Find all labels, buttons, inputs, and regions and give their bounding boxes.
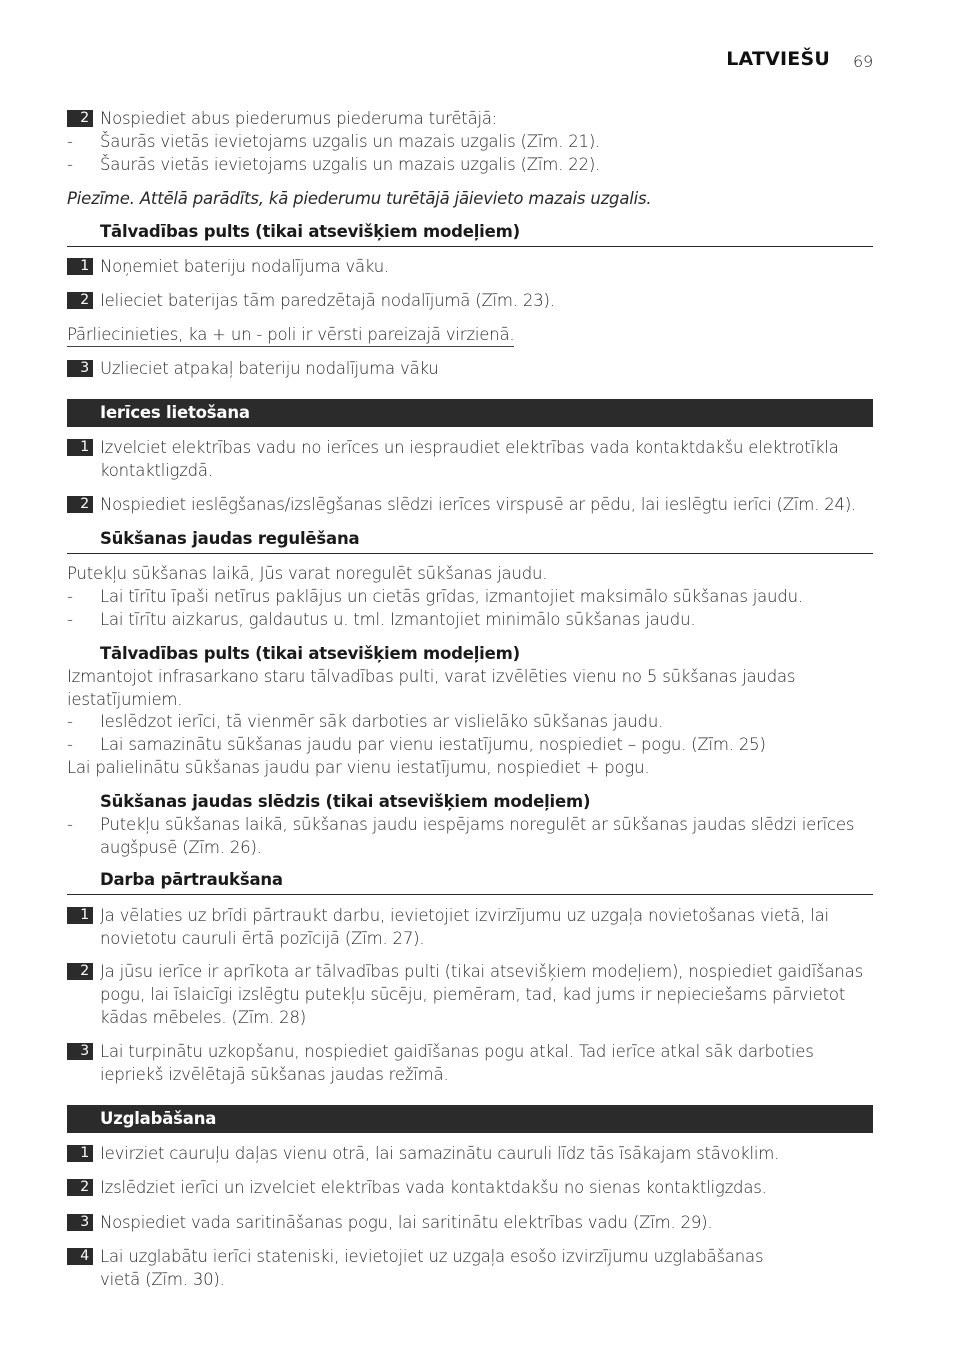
step-3 xyxy=(67,1211,873,1234)
step-text: Ja jūsu ierīce ir aprīkota ar tālvadības pulti (tikai atsevišķiem modeļiem), nospiediet gaidīšanas xyxy=(100,962,863,981)
step-number: 1 xyxy=(67,907,93,924)
page-language-header: LATVIEŠU xyxy=(726,48,830,70)
heading-text: Sūkšanas jaudas regulēšana xyxy=(100,529,360,548)
step-number: 4 xyxy=(67,1248,93,1265)
step-text: kādas mēbeles. (Zīm. 28) xyxy=(100,1008,306,1027)
step-text: kontaktligzdā. xyxy=(100,461,213,480)
step-text: Ielieciet baterijas tām paredzētajā nodalījumā (Zīm. 23). xyxy=(100,291,555,310)
list-item xyxy=(67,130,873,153)
step-text: iepriekš izvēlētajā sūkšanas jaudas režīmā. xyxy=(100,1065,449,1084)
page-number: 69 xyxy=(853,52,873,71)
step-number: 2 xyxy=(67,1179,93,1196)
heading-text: Tālvadības pults (tikai atsevišķiem modeļiem) xyxy=(100,222,520,241)
dash-bullet: - xyxy=(67,132,73,151)
list-item-text: augšpusē (Zīm. 26). xyxy=(100,838,262,857)
list-item xyxy=(67,585,873,608)
section-bar-storage xyxy=(67,1105,873,1133)
step-number: 2 xyxy=(67,963,93,980)
intro-text: Putekļu sūkšanas laikā, Jūs varat noregulēt sūkšanas jaudu. xyxy=(67,564,548,583)
heading-text: Uzglabāšana xyxy=(100,1109,217,1128)
list-item-text: Lai samazinātu sūkšanas jaudu par vienu iestatījumu, nospiediet – pogu. (Zīm. 25) xyxy=(100,735,766,754)
step-2 xyxy=(67,960,873,1029)
step-text: Izslēdziet ierīci un izvelciet elektrības vada kontaktdakšu no sienas kontaktligzdas. xyxy=(100,1178,767,1197)
step-1 xyxy=(67,904,873,950)
step-number: 3 xyxy=(67,1043,93,1060)
step-number: 1 xyxy=(67,439,93,456)
step-number: 1 xyxy=(67,258,93,275)
step-text: vietā (Zīm. 30). xyxy=(100,1270,225,1289)
step-text: Uzlieciet atpakaļ bateriju nodalījuma vāku xyxy=(100,359,439,378)
section-heading-suction xyxy=(67,525,873,554)
step-text: Noņemiet bateriju nodalījuma vāku. xyxy=(100,257,390,276)
list-item xyxy=(67,733,873,756)
step-number: 2 xyxy=(67,292,93,309)
polarity-check-text xyxy=(67,323,873,346)
dash-bullet: - xyxy=(67,735,73,754)
subheading-remote: Tālvadības pults (tikai atsevišķiem modeļiem) xyxy=(100,644,520,663)
section-heading-remote xyxy=(67,218,873,247)
step-1 xyxy=(67,255,873,278)
dash-bullet: - xyxy=(67,587,73,606)
check-text: Pārliecinieties, ka + un - poli ir vērsti pareizajā virzienā. xyxy=(67,325,514,347)
list-item xyxy=(67,813,873,859)
step-text: Nospiediet abus piederumus piederuma turētājā: xyxy=(100,109,498,128)
list-item xyxy=(67,710,873,733)
step-number: 3 xyxy=(67,360,93,377)
step-text: novietotu cauruli ērtā pozīcijā (Zīm. 27). xyxy=(100,929,425,948)
step-3 xyxy=(67,1040,873,1086)
step-text: Nospiediet ieslēgšanas/izslēgšanas slēdzi ierīces virspusē ar pēdu, lai ieslēgtu ierīci (Zīm. 24). xyxy=(100,495,857,514)
step-number: 3 xyxy=(67,1214,93,1231)
paragraph-line: iestatījumiem. xyxy=(67,690,183,709)
list-item xyxy=(67,608,873,631)
paragraph-line: Izmantojot infrasarkano staru tālvadības pulti, varat izvēlēties vienu no 5 sūkšanas jaudas xyxy=(67,667,796,686)
dash-bullet: - xyxy=(67,712,73,731)
heading-text: Ierīces lietošana xyxy=(100,403,250,422)
step-1 xyxy=(67,1142,873,1165)
dash-bullet: - xyxy=(67,610,73,629)
step-text: pogu, lai īslaicīgi izslēgtu putekļu sūcēju, piemēram, tad, kad jums ir nepieciešams pārvietot xyxy=(100,985,846,1004)
step-2 xyxy=(67,289,873,312)
paragraph: Lai palielinātu sūkšanas jaudu par vienu iestatījumu, nospiediet + pogu. xyxy=(67,758,650,777)
step-2 xyxy=(67,1176,873,1199)
step-number: 2 xyxy=(67,496,93,513)
paragraph xyxy=(67,665,873,711)
list-item-text: Šaurās vietās ievietojams uzgalis un mazais uzgalis (Zīm. 21). xyxy=(100,132,601,151)
step-2-accessories xyxy=(67,107,873,130)
step-text: Ja vēlaties uz brīdi pārtraukt darbu, ievietojiet izvirzījumu uz uzgaļa novietošanas vietā, lai xyxy=(100,906,829,925)
list-item-text: Ieslēdzot ierīci, tā vienmēr sāk darboties ar vislielāko sūkšanas jaudu. xyxy=(100,712,664,731)
list-item-text: Lai tīrītu aizkarus, galdautus u. tml. Izmantojiet minimālo sūkšanas jaudu. xyxy=(100,610,696,629)
section-heading-pause xyxy=(67,866,873,895)
step-text: Ievirziet cauruļu daļas vienu otrā, lai samazinātu cauruli līdz tās īsākajam stāvoklim. xyxy=(100,1144,780,1163)
dash-bullet: - xyxy=(67,155,73,174)
step-number: 1 xyxy=(67,1145,93,1162)
list-item-text: Šaurās vietās ievietojams uzgalis un mazais uzgalis (Zīm. 22). xyxy=(100,155,601,174)
step-2 xyxy=(67,493,873,516)
step-number: 2 xyxy=(67,110,93,127)
step-text: Nospiediet vada saritināšanas pogu, lai saritinātu elektrības vadu (Zīm. 29). xyxy=(100,1213,713,1232)
step-text: Izvelciet elektrības vadu no ierīces un iespraudiet elektrības vada kontaktdakšu elektrotīkla xyxy=(100,438,839,457)
dash-bullet: - xyxy=(67,815,73,834)
heading-text: Darba pārtraukšana xyxy=(100,870,283,889)
step-1 xyxy=(67,436,873,482)
section-bar-usage xyxy=(67,399,873,427)
list-item-text: Putekļu sūkšanas laikā, sūkšanas jaudu iespējams noregulēt ar sūkšanas jaudas slēdzi ierīces xyxy=(100,815,855,834)
step-text: Lai uzglabātu ierīci stateniski, ievietojiet uz uzgaļa esošo izvirzījumu uzglabāšanas xyxy=(100,1247,764,1266)
subheading-switch: Sūkšanas jaudas slēdzis (tikai atsevišķiem modeļiem) xyxy=(100,792,591,811)
list-item xyxy=(67,153,873,176)
step-text: Lai turpinātu uzkopšanu, nospiediet gaidīšanas pogu atkal. Tad ierīce atkal sāk darboties xyxy=(100,1042,814,1061)
list-item-text: Lai tīrītu īpaši netīrus paklājus un cietās grīdas, izmantojiet maksimālo sūkšanas jaudu. xyxy=(100,587,803,606)
step-4 xyxy=(67,1245,873,1291)
note-text: Piezīme. Attēlā parādīts, kā piederumu turētājā jāievieto mazais uzgalis. xyxy=(67,189,652,208)
step-3 xyxy=(67,357,873,380)
